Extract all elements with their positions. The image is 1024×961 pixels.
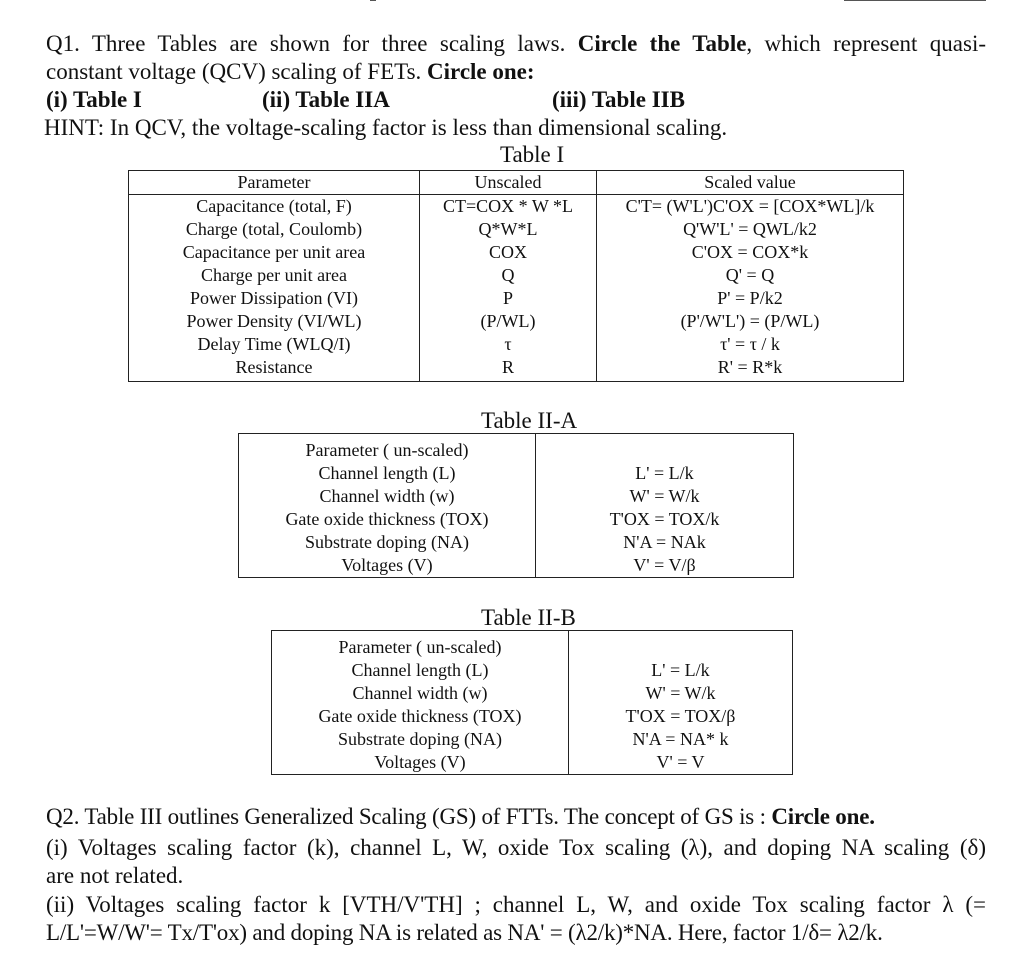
table1-unscaled: Q (501, 265, 515, 285)
table1-unscaled-col (420, 195, 597, 382)
q1-option-2[interactable]: (ii) Table IIA (262, 87, 390, 112)
top-rule-right (844, 0, 986, 1)
table2a-caption: Table II-A (481, 408, 578, 433)
table1-param: Power Dissipation (VI) (190, 288, 358, 308)
table2a-scaled: N'A = NAk (623, 532, 706, 552)
q2-option-2-cont: L/L'=W/W'= Tx/T'ox) and doping NA is related as NA' = (λ2/k)*NA. Here, factor 1/δ= λ2/k. (46, 920, 883, 945)
table1-header-scaled: Scaled value (597, 171, 904, 195)
table1-scaled: τ' = τ / k (720, 334, 780, 354)
table1-scaled: C'OX = COX*k (691, 242, 809, 262)
table2a-scaled: L' = L/k (635, 463, 694, 483)
table1-scaled: R' = R*k (717, 357, 783, 377)
table2a-parameters-col (239, 434, 536, 578)
table2b-scaled: W' = W/k (645, 683, 716, 703)
table2b-param: Voltages (V) (374, 752, 466, 772)
table1-header-parameter: Parameter (129, 171, 420, 195)
q1-line1: Q1. Three Tables are shown for three scaling laws. Circle the Table, which represent quasi- (46, 31, 986, 56)
table1-caption: Table I (500, 142, 565, 167)
table1-scaled: C'T= (W'L')C'OX = [COX*WL]/k (625, 196, 875, 216)
table2b-caption: Table II-B (481, 605, 576, 630)
table1-unscaled: COX (488, 242, 527, 262)
table2b-scaled: T'OX = TOX/β (625, 706, 736, 726)
table1-param: Charge per unit area (200, 265, 348, 285)
table1-param: Power Density (VI/WL) (186, 311, 362, 331)
table2a-param: Channel width (w) (319, 486, 455, 506)
table2a-scaled-col (536, 434, 794, 578)
table1-param: Resistance (235, 357, 313, 377)
table1-param: Capacitance (total, F) (196, 196, 352, 216)
table2a-param-header: Parameter ( un-scaled) (305, 440, 469, 460)
q2-option-2[interactable]: (ii) Voltages scaling factor k [VTH/V'TH] ; channel L, W, and oxide Tox scaling factor λ (= (46, 892, 986, 917)
table2b-param: Channel width (w) (352, 683, 488, 703)
table2b-parameters-col (272, 631, 569, 775)
q1-instruction: Circle the Table (577, 31, 747, 56)
table2b-param: Substrate doping (NA) (338, 729, 502, 749)
q1-option-1[interactable]: (i) Table I (46, 87, 142, 112)
table1-unscaled: P (502, 288, 513, 308)
table2b-scaled: V' = V (656, 752, 705, 772)
table2b-scaled: L' = L/k (651, 660, 710, 680)
table1-scaled: Q'W'L' = QWL/k2 (683, 219, 817, 239)
table1-body-row (129, 195, 904, 382)
table1-unscaled: τ (504, 334, 512, 354)
table2b-scaled: N'A = NA* k (632, 729, 729, 749)
q1-circle-one: Circle one: (427, 59, 535, 84)
q2-circle-one: Circle one. (771, 804, 875, 829)
table1-parameters-col (129, 195, 420, 382)
table1-param: Capacitance per unit area (182, 242, 366, 262)
table2a-scaled: V' = V/β (633, 555, 696, 575)
q1-option-3[interactable]: (iii) Table IIB (552, 87, 685, 112)
q1-hint: HINT: In QCV, the voltage-scaling factor is less than dimensional scaling. (44, 115, 728, 140)
table1-scaled: P' = P/k2 (717, 288, 783, 308)
table1-header-row (129, 171, 904, 195)
table1 (128, 170, 904, 382)
top-rule-left (370, 0, 376, 1)
table2a-row (239, 434, 794, 578)
table2b-scaled-col (569, 631, 793, 775)
table2a-param: Substrate doping (NA) (305, 532, 469, 552)
table1-unscaled: CT=COX * W *L (443, 196, 573, 216)
table1-header-unscaled: Unscaled (420, 171, 597, 195)
table2a-scaled: T'OX = TOX/k (609, 509, 720, 529)
table1-unscaled: (P/WL) (480, 311, 536, 331)
table1-scaled: Q' = Q (725, 265, 775, 285)
q2-line1: Q2. Table III outlines Generalized Scaling (GS) of FTTs. The concept of GS is : Circle one. (46, 804, 875, 829)
table2a-param: Gate oxide thickness (TOX) (285, 509, 489, 529)
table2a-param: Voltages (V) (341, 555, 433, 575)
table1-param: Delay Time (WLQ/I) (197, 334, 351, 354)
table1-unscaled: Q*W*L (478, 219, 538, 239)
table2b-param: Channel length (L) (351, 660, 489, 680)
table1-unscaled: R (501, 357, 514, 377)
table2a-scaled: W' = W/k (629, 486, 700, 506)
q2-option-1[interactable]: (i) Voltages scaling factor (k), channel L, W, oxide Tox scaling (λ), and doping NA scaling (δ) (46, 835, 986, 860)
table2b-row (272, 631, 793, 775)
table2b-param-header: Parameter ( un-scaled) (338, 637, 502, 657)
table2a (238, 433, 794, 578)
table1-scaled: (P'/W'L') = (P/WL) (680, 311, 820, 331)
q1-line2: constant voltage (QCV) scaling of FETs. Circle one: (46, 59, 535, 84)
table2b-param: Gate oxide thickness (TOX) (318, 706, 522, 726)
q2-option-1-cont: are not related. (46, 863, 184, 888)
table1-param: Charge (total, Coulomb) (185, 219, 363, 239)
table2b (271, 630, 793, 775)
table2a-param: Channel length (L) (318, 463, 456, 483)
table1-scaled-col (597, 195, 904, 382)
